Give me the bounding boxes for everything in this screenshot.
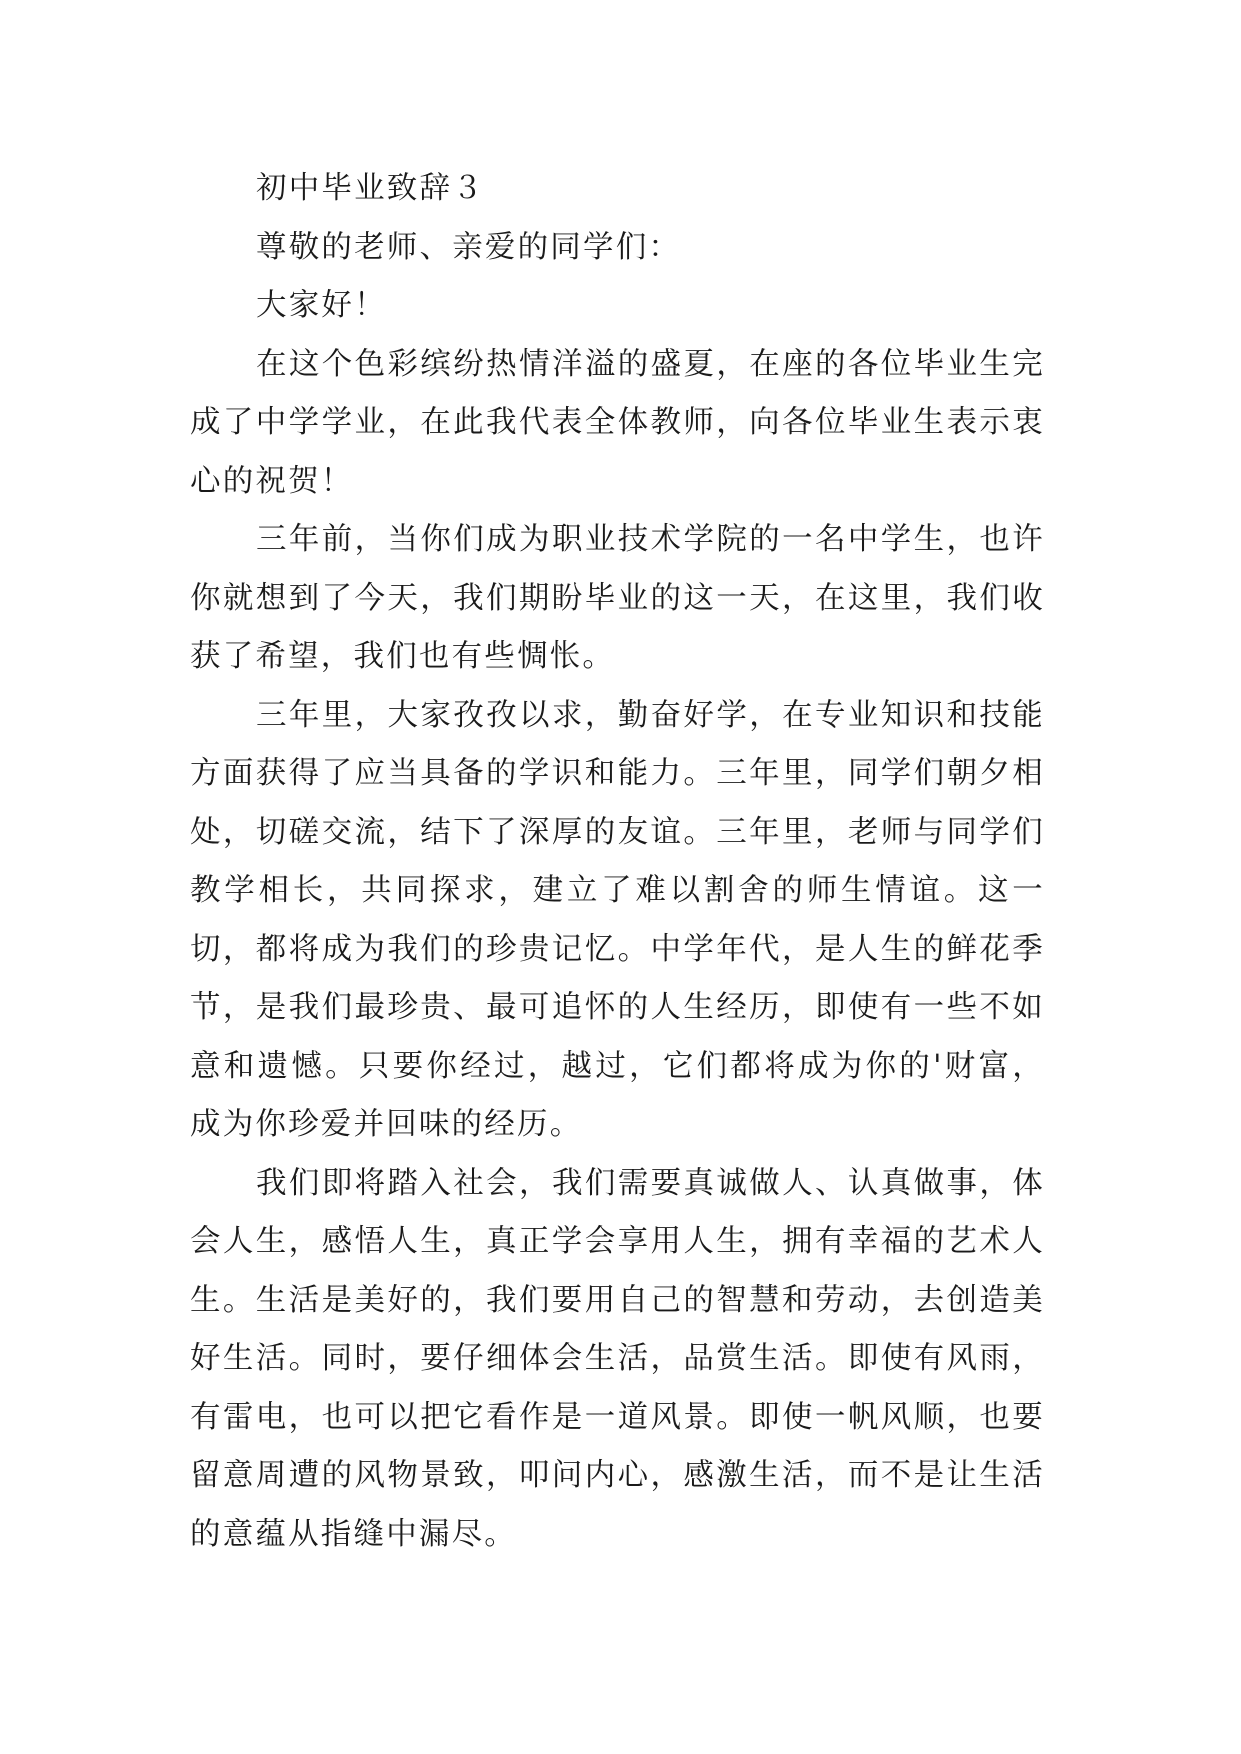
salutation: 尊敬的老师、亲爱的同学们： xyxy=(256,229,682,265)
paragraph-4: 我们即将踏入社会，我们需要真诚做人、认真做事，体会人生，感悟人生，真正学会享用人生，拥有幸福的艺术人生。生活是美好的，我们要用自己的智慧和劳动，去创造美好生活。同时，要仔细体会生活，品赏生活。即使有风雨，有雷电，也可以把它看作是一道风景。即使一帆风顺，也要留意周遭的风物景致，叩问内心，感激生活，而不是让生活的意蕴从指缝中漏尽。 xyxy=(190,1165,1045,1552)
greeting: 大家好！ xyxy=(256,288,387,323)
document-body xyxy=(190,160,1045,1564)
paragraph-2: 三年前，当你们成为职业技术学院的一名中学生，也许你就想到了今天，我们期盼毕业的这一天，在这里，我们收获了希望，我们也有些惆怅。 xyxy=(190,522,1045,674)
paragraph-1: 在这个色彩缤纷热情洋溢的盛夏，在座的各位毕业生完成了中学学业，在此我代表全体教师，向各位毕业生表示衷心的祝贺！ xyxy=(190,346,1045,499)
document-title: 初中毕业致辞３ xyxy=(256,171,485,206)
paragraph-3: 三年里，大家孜孜以求，勤奋好学，在专业知识和技能方面获得了应当具备的学识和能力。三年里，同学们朝夕相处，切磋交流，结下了深厚的友谊。三年里，老师与同学们教学相长，共同探求，建立了难以割舍的师生情谊。这一切，都将成为我们的珍贵记忆。中学年代，是人生的鲜花季节，是我们最珍贵、最可追怀的人生经历，即使有一些不如意和遗憾。只要你经过，越过，它们都将成为你的'财富，成为你珍爱并回味的经历。 xyxy=(190,697,1045,1142)
